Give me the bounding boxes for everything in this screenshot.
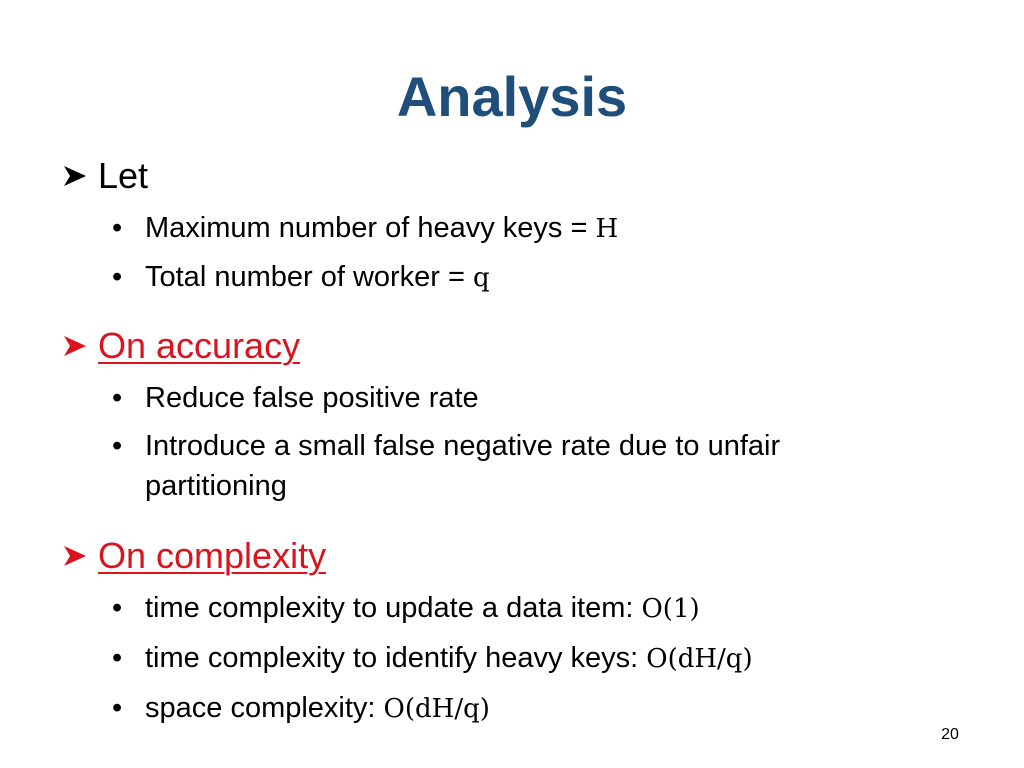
bullet-text: Reduce false positive rate (145, 382, 479, 414)
bullet-dot: • (112, 212, 123, 244)
bullet-dot: • (112, 692, 123, 724)
math-expression: O(dH/q) (383, 694, 490, 724)
bullet-identify-time (112, 638, 915, 679)
bullet-false-negative (112, 426, 915, 506)
bullet-dot: • (112, 261, 123, 293)
math-expression: O(1) (641, 594, 700, 624)
arrow-bullet-icon (62, 163, 88, 189)
bullet-max-heavy-keys (112, 208, 915, 249)
bullet-update-time (112, 588, 915, 629)
arrow-bullet-icon (62, 333, 88, 359)
slide-title: Analysis (396, 65, 628, 128)
math-expression: H (595, 214, 619, 244)
bullet-text: Introduce a small false negative rate due to unfair partitioning (145, 430, 781, 502)
bullet-text: Total number of worker = (145, 261, 474, 293)
bullet-dot: • (112, 592, 123, 624)
page-number: 20 (941, 726, 959, 743)
section-label-let: Let (98, 155, 149, 196)
section-link-complexity[interactable]: On complexity (98, 535, 327, 576)
section-link-accuracy[interactable]: On accuracy (98, 325, 301, 366)
arrow-bullet-icon (62, 543, 88, 569)
bullet-text: space complexity: (145, 692, 384, 724)
section-accuracy (62, 324, 300, 368)
bullet-dot: • (112, 430, 123, 462)
bullet-dot: • (112, 642, 123, 674)
bullet-space (112, 688, 915, 729)
bullet-text: Maximum number of heavy keys = (145, 212, 596, 244)
section-complexity (62, 534, 326, 578)
math-expression: O(dH/q) (646, 644, 753, 674)
bullet-false-positive (112, 378, 915, 418)
bullet-text: time complexity to update a data item: (145, 592, 642, 624)
math-expression: q (473, 263, 490, 293)
bullet-text: time complexity to identify heavy keys: (145, 642, 647, 674)
section-let (62, 154, 148, 198)
bullet-total-workers (112, 257, 915, 298)
bullet-dot: • (112, 382, 123, 414)
